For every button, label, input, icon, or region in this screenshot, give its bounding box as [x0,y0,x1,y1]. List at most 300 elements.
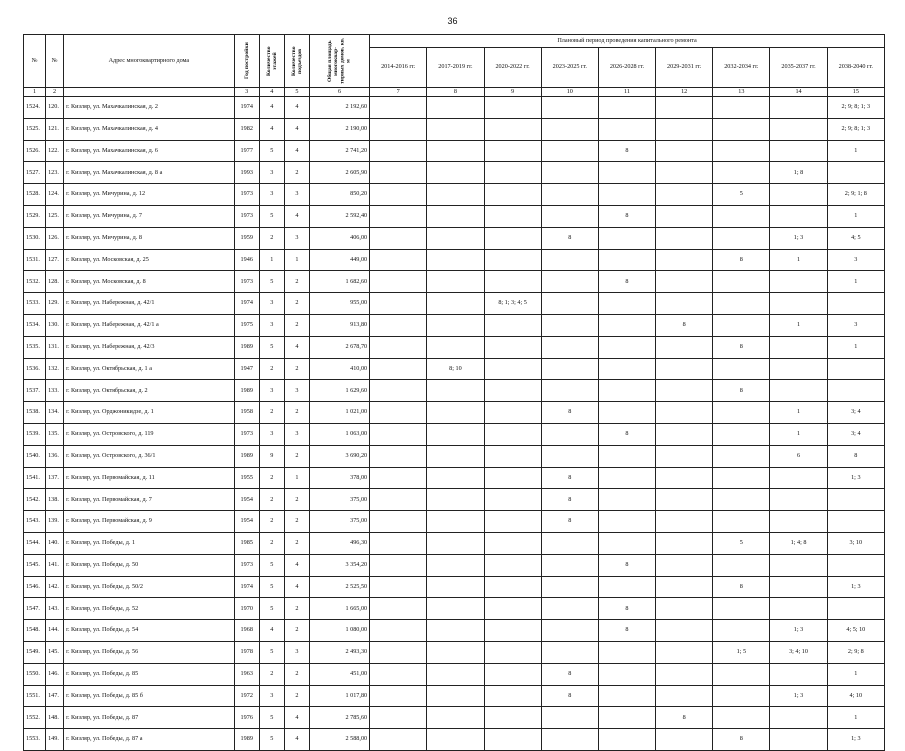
repair-period-cell [370,97,427,119]
floor-count: 5 [259,641,284,663]
repair-period-cell [427,205,484,227]
row-number-local: 123. [46,162,64,184]
total-area: 378,00 [309,467,369,489]
repair-period-cell: 8 [656,707,713,729]
house-address: г. Кизляр, ул. Первомайская, д. 7 [64,489,235,511]
table-row [24,97,885,119]
repair-period-cell [484,620,541,642]
repair-period-cell [713,97,770,119]
total-area: 1 629,60 [309,380,369,402]
column-number [64,88,235,97]
floor-count: 2 [259,489,284,511]
repair-period-cell [656,336,713,358]
header-address: Адрес многоквартирного дома [64,35,235,88]
header-period: 2032-2034 гг. [713,48,770,88]
repair-period-cell: 8 [541,467,598,489]
repair-period-cell [598,162,655,184]
repair-period-cell: 8 [713,576,770,598]
row-number-global: 1547. [24,598,46,620]
header-period: 2035-2037 гг. [770,48,827,88]
floor-count: 3 [259,293,284,315]
row-number-global: 1541. [24,467,46,489]
total-area: 1 665,00 [309,598,369,620]
repair-period-cell [427,336,484,358]
repair-period-cell [484,271,541,293]
repair-period-cell [370,380,427,402]
repair-period-cell [484,249,541,271]
build-year: 1963 [234,663,259,685]
repair-period-cell [713,162,770,184]
build-year: 1989 [234,380,259,402]
header-number-local: № [46,35,64,88]
repair-period-cell [427,227,484,249]
row-number-global: 1534. [24,314,46,336]
repair-period-cell [656,685,713,707]
house-address: г. Кизляр, ул. Орджоникидзе, д. 1 [64,402,235,424]
floor-count: 3 [259,685,284,707]
repair-period-cell: 1; 3 [827,576,884,598]
column-number: 12 [656,88,713,97]
table-body [24,97,885,751]
repair-period-cell [656,489,713,511]
repair-period-cell [370,336,427,358]
repair-period-cell: 8 [827,445,884,467]
repair-period-cell [598,402,655,424]
repair-period-cell [713,271,770,293]
repair-period-cell [427,685,484,707]
floor-count: 3 [259,184,284,206]
total-area: 1 063,00 [309,423,369,445]
build-year: 1989 [234,445,259,467]
floor-count: 1 [259,249,284,271]
repair-period-cell [656,271,713,293]
total-area: 496,30 [309,532,369,554]
repair-period-cell: 1; 5 [713,641,770,663]
repair-period-cell [541,336,598,358]
repair-period-cell [656,729,713,751]
entrance-count: 3 [284,227,309,249]
total-area: 2 190,00 [309,118,369,140]
build-year: 1973 [234,205,259,227]
repair-period-cell [427,729,484,751]
repair-period-cell: 4; 5 [827,227,884,249]
repair-period-cell [427,97,484,119]
repair-period-cell: 8 [598,620,655,642]
repair-period-cell [427,707,484,729]
repair-period-cell [827,489,884,511]
entrance-count: 4 [284,554,309,576]
column-number: 1 [24,88,46,97]
repair-period-cell [484,97,541,119]
repair-period-cell: 8 [598,423,655,445]
repair-period-cell [484,641,541,663]
row-number-global: 1532. [24,271,46,293]
row-number-global: 1536. [24,358,46,380]
repair-period-cell [598,641,655,663]
floor-count: 3 [259,423,284,445]
repair-period-cell [598,184,655,206]
column-number: 8 [427,88,484,97]
repair-period-cell: 2; 9; 8; 1; 3 [827,118,884,140]
floor-count: 5 [259,598,284,620]
repair-period-cell [656,162,713,184]
floor-count: 2 [259,358,284,380]
repair-period-cell [427,489,484,511]
repair-period-cell [541,445,598,467]
repair-period-cell: 6 [770,445,827,467]
table-row [24,184,885,206]
header-period: 2017-2019 гг. [427,48,484,88]
repair-period-cell [598,532,655,554]
floor-count: 5 [259,336,284,358]
table-row [24,729,885,751]
repair-period-cell [427,162,484,184]
floor-count: 2 [259,511,284,533]
repair-period-cell [541,249,598,271]
repair-period-cell [484,184,541,206]
repair-period-cell [370,511,427,533]
repair-period-cell [598,663,655,685]
entrance-count: 2 [284,358,309,380]
repair-period-cell [598,511,655,533]
repair-period-cell [827,511,884,533]
column-number: 7 [370,88,427,97]
repair-period-cell [541,184,598,206]
repair-period-cell [427,511,484,533]
repair-period-cell [370,271,427,293]
repair-period-cell [656,140,713,162]
repair-period-cell [713,467,770,489]
row-number-local: 149. [46,729,64,751]
table-row [24,554,885,576]
row-number-global: 1525. [24,118,46,140]
repair-period-cell [484,336,541,358]
house-address: г. Кизляр, ул. Мичурина, д. 7 [64,205,235,227]
repair-period-cell: 1 [827,707,884,729]
table-row [24,620,885,642]
build-year: 1947 [234,358,259,380]
house-address: г. Кизляр, ул. Победы, д. 54 [64,620,235,642]
repair-period-cell [656,293,713,315]
repair-period-cell [656,532,713,554]
repair-period-cell [370,554,427,576]
repair-period-cell [370,227,427,249]
repair-period-cell [370,314,427,336]
row-number-global: 1549. [24,641,46,663]
repair-period-cell: 8; 1; 3; 4; 5 [484,293,541,315]
floor-count: 5 [259,205,284,227]
build-year: 1982 [234,118,259,140]
entrance-count: 2 [284,445,309,467]
repair-period-cell [370,663,427,685]
row-number-local: 138. [46,489,64,511]
table-row [24,271,885,293]
repair-period-cell [370,358,427,380]
column-number-row [24,88,885,97]
build-year: 1959 [234,227,259,249]
repair-period-cell [713,663,770,685]
entrance-count: 4 [284,707,309,729]
header-plan-title: Плановый период проведения капитального ремонта [370,35,885,48]
row-number-local: 147. [46,685,64,707]
repair-period-cell [370,402,427,424]
row-number-global: 1544. [24,532,46,554]
table-row [24,402,885,424]
repair-period-cell: 1 [770,423,827,445]
floor-count: 5 [259,729,284,751]
house-address: г. Кизляр, ул. Московская, д. 25 [64,249,235,271]
repair-period-cell [427,314,484,336]
house-address: г. Кизляр, ул. Победы, д. 50/2 [64,576,235,598]
repair-period-cell [656,423,713,445]
header-period: 2023-2025 гг. [541,48,598,88]
repair-period-cell: 2; 9; 8; 1; 3 [827,97,884,119]
floor-count: 3 [259,162,284,184]
total-area: 1 017,80 [309,685,369,707]
repair-period-cell [656,663,713,685]
repair-period-cell: 2; 9; 1; 8 [827,184,884,206]
house-address: г. Кизляр, ул. Победы, д. 50 [64,554,235,576]
entrance-count: 3 [284,641,309,663]
repair-period-cell [427,184,484,206]
repair-period-cell: 1 [827,336,884,358]
total-area: 3 690,20 [309,445,369,467]
repair-period-cell [370,729,427,751]
entrance-count: 2 [284,685,309,707]
total-area: 1 682,60 [309,271,369,293]
repair-period-cell [427,641,484,663]
total-area: 955,00 [309,293,369,315]
repair-period-cell [598,467,655,489]
entrance-count: 2 [284,402,309,424]
repair-period-cell [770,729,827,751]
entrance-count: 3 [284,423,309,445]
floor-count: 5 [259,554,284,576]
floor-count: 4 [259,620,284,642]
repair-period-cell [713,489,770,511]
row-number-global: 1529. [24,205,46,227]
repair-period-cell [541,423,598,445]
repair-period-cell [770,598,827,620]
repair-period-cell [713,445,770,467]
row-number-global: 1553. [24,729,46,751]
header-entrances: Количество подъездов [284,35,309,88]
repair-period-cell: 8 [541,489,598,511]
repair-period-cell: 8 [541,402,598,424]
repair-period-cell [713,293,770,315]
repair-period-cell [541,271,598,293]
entrance-count: 2 [284,489,309,511]
repair-period-cell [713,140,770,162]
repair-period-cell [713,707,770,729]
repair-period-cell [598,249,655,271]
repair-period-cell [484,380,541,402]
entrance-count: 3 [284,380,309,402]
repair-period-cell [370,184,427,206]
repair-period-cell [370,620,427,642]
repair-period-cell: 1 [770,314,827,336]
repair-period-cell: 1; 4; 8 [770,532,827,554]
build-year: 1973 [234,554,259,576]
repair-period-cell [427,402,484,424]
entrance-count: 2 [284,598,309,620]
repair-period-cell [770,140,827,162]
house-address: г. Кизляр, ул. Махачкалинская, д. 2 [64,97,235,119]
total-area: 2 605,90 [309,162,369,184]
table-row [24,685,885,707]
house-address: г. Кизляр, ул. Победы, д. 1 [64,532,235,554]
build-year: 1968 [234,620,259,642]
table-row [24,336,885,358]
repair-period-cell [427,380,484,402]
repair-period-cell [827,554,884,576]
table-row [24,598,885,620]
repair-period-cell [484,576,541,598]
row-number-local: 132. [46,358,64,380]
floor-count: 2 [259,467,284,489]
repair-period-cell [484,511,541,533]
repair-period-cell: 1 [827,663,884,685]
repair-period-cell: 1 [827,271,884,293]
repair-period-cell [427,118,484,140]
table-row [24,314,885,336]
repair-period-cell: 8 [713,336,770,358]
repair-period-cell [484,707,541,729]
repair-period-cell: 8 [541,511,598,533]
repair-period-cell [370,140,427,162]
row-number-global: 1548. [24,620,46,642]
row-number-local: 144. [46,620,64,642]
repair-period-cell [370,205,427,227]
row-number-local: 140. [46,532,64,554]
repair-period-cell: 1 [827,205,884,227]
table-row [24,293,885,315]
build-year: 1974 [234,293,259,315]
repair-period-cell [598,118,655,140]
total-area: 2 588,00 [309,729,369,751]
repair-period-cell [770,118,827,140]
repair-period-cell: 1; 3 [827,467,884,489]
row-number-local: 128. [46,271,64,293]
house-address: г. Кизляр, ул. Махачкалинская, д. 4 [64,118,235,140]
repair-period-cell: 3; 4 [827,402,884,424]
row-number-local: 124. [46,184,64,206]
build-year: 1976 [234,707,259,729]
row-number-global: 1531. [24,249,46,271]
repair-period-cell [598,314,655,336]
repair-period-cell [770,336,827,358]
entrance-count: 3 [284,184,309,206]
table-row [24,641,885,663]
repair-period-cell [541,576,598,598]
total-area: 406,00 [309,227,369,249]
total-area: 850,20 [309,184,369,206]
total-area: 1 021,00 [309,402,369,424]
total-area: 1 080,00 [309,620,369,642]
repair-period-cell: 1 [827,140,884,162]
repair-period-cell [656,402,713,424]
repair-period-cell: 3; 4; 10 [770,641,827,663]
repair-period-cell [770,511,827,533]
build-year: 1973 [234,423,259,445]
table-row [24,467,885,489]
repair-period-cell [598,729,655,751]
repair-period-cell [427,271,484,293]
repair-period-cell [598,380,655,402]
entrance-count: 4 [284,576,309,598]
header-period: 2014-2016 гг. [370,48,427,88]
repair-period-cell [427,249,484,271]
house-address: г. Кизляр, ул. Набережная, д. 42/1 а [64,314,235,336]
repair-period-cell [541,118,598,140]
repair-period-cell: 8 [598,140,655,162]
column-number: 11 [598,88,655,97]
entrance-count: 4 [284,118,309,140]
column-number: 6 [309,88,369,97]
floor-count: 2 [259,532,284,554]
repair-period-cell: 8 [656,314,713,336]
repair-period-cell [541,554,598,576]
repair-period-cell [713,598,770,620]
repair-period-cell [770,184,827,206]
total-area: 2 192,60 [309,97,369,119]
floor-count: 5 [259,576,284,598]
row-number-global: 1546. [24,576,46,598]
repair-period-cell [770,97,827,119]
repair-period-cell: 8 [598,554,655,576]
build-year: 1972 [234,685,259,707]
table-row [24,423,885,445]
repair-period-cell: 5 [713,184,770,206]
repair-period-cell [484,467,541,489]
repair-period-cell [770,271,827,293]
entrance-count: 4 [284,205,309,227]
repair-period-cell [770,576,827,598]
row-number-global: 1540. [24,445,46,467]
repair-period-cell [598,227,655,249]
build-year: 1974 [234,97,259,119]
repair-period-cell [713,511,770,533]
repair-period-cell [541,707,598,729]
build-year: 1946 [234,249,259,271]
row-number-local: 120. [46,97,64,119]
build-year: 1978 [234,641,259,663]
total-area: 2 678,70 [309,336,369,358]
repair-period-cell [713,314,770,336]
row-number-local: 148. [46,707,64,729]
house-address: г. Кизляр, ул. Октябрьская, д. 2 [64,380,235,402]
floor-count: 5 [259,140,284,162]
repair-period-cell [484,402,541,424]
repair-period-cell: 1; 3 [770,227,827,249]
row-number-local: 134. [46,402,64,424]
repair-period-cell [827,162,884,184]
house-address: г. Кизляр, ул. Победы, д. 52 [64,598,235,620]
build-year: 1954 [234,489,259,511]
table-row [24,532,885,554]
table-row [24,227,885,249]
build-year: 1985 [234,532,259,554]
table-row [24,576,885,598]
repair-period-cell: 3 [827,314,884,336]
row-number-global: 1539. [24,423,46,445]
repair-period-cell [484,140,541,162]
repair-period-cell: 3 [827,249,884,271]
row-number-local: 142. [46,576,64,598]
repair-period-cell [484,445,541,467]
repair-period-cell [770,293,827,315]
repair-period-cell: 1; 3 [770,685,827,707]
